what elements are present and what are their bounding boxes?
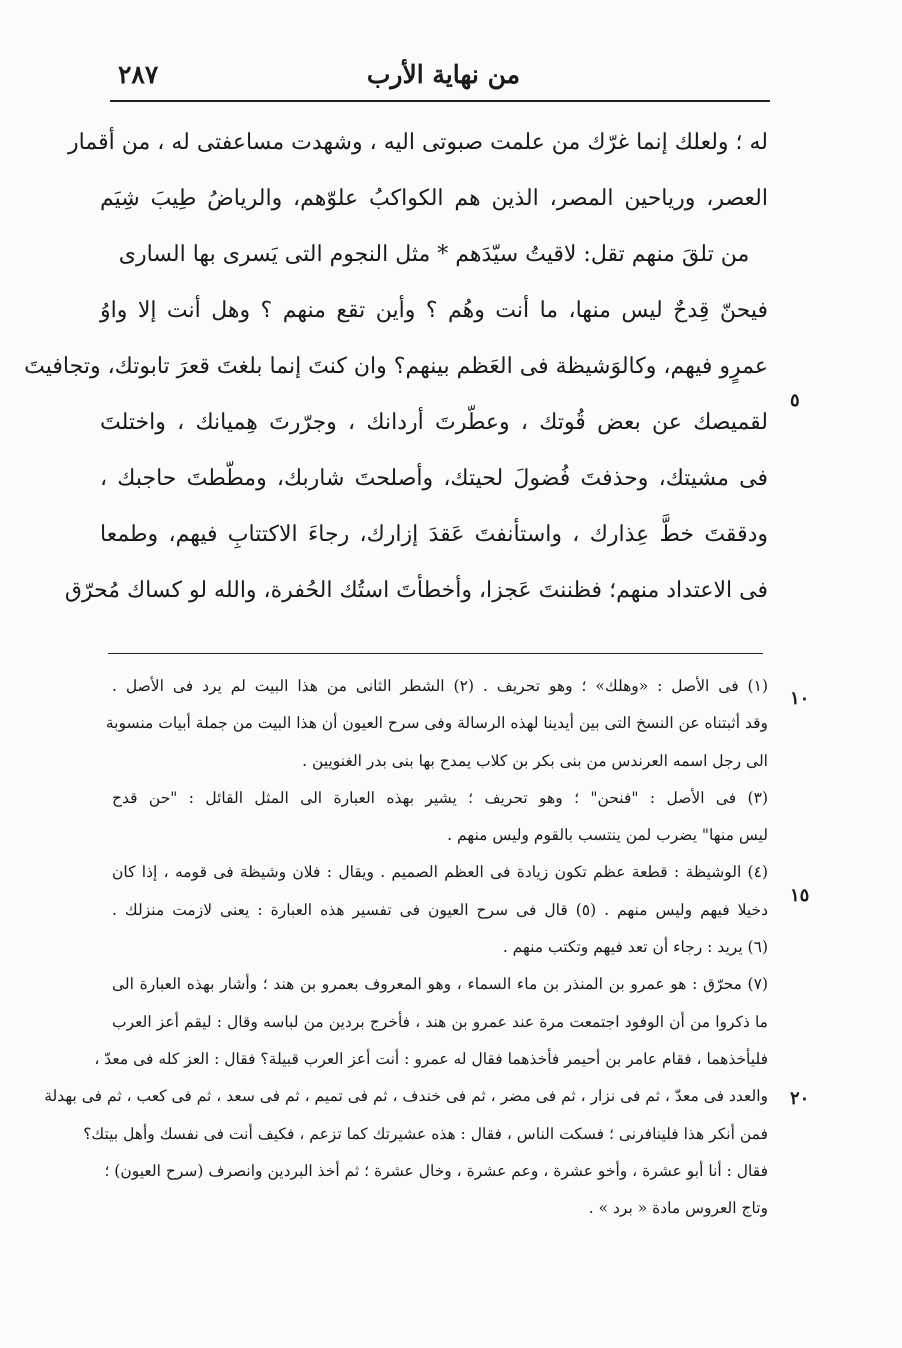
line-number: ٢٠ — [790, 1088, 810, 1109]
footnote-line: (٧) محرّق : هو عمرو بن المنذر بن ماء السماء ، وهو المعروف بعمرو بن هند ؛ وأشار بهذه العبارة الى — [112, 975, 768, 994]
footnote-line: وتاج العروس مادة « برد » . — [588, 1199, 768, 1218]
text-line: فى الاعتداد منهم؛ فظننتَ عَجزا، وأخطأتَ استُك الحُفرة، والله لو كساك مُحرّق — [64, 578, 768, 603]
text-line: ودققتَ خطَّ عِذارك ، واستأنفتَ عَقدَ إزارك، رجاءَ الاكتتابِ فيهم، وطمعا — [100, 522, 769, 547]
footnote-line: فليأخذهما ، فقام عامر بن أحيمر فأخذهما فقال له عمرو : أنت أعز العرب قبيلة؟ فقال : العز كله فى معدّ ، — [94, 1049, 768, 1068]
running-title: من نهاية الأرب — [366, 60, 520, 89]
header-rule — [110, 100, 770, 102]
footnote-line: (٦) يريد : رجاء أن تعد فيهم وتكتب منهم . — [502, 938, 768, 957]
footnote-line: (٤) الوشيظة : قطعة عظم تكون زيادة فى العظم الصميم . ويقال : فلان وشيظة فى قومه ، إذا كان — [112, 863, 768, 882]
verse-line: من تلقَ منهم تقل: لاقيتُ سيّدَهم * مثل النجوم التى يَسرى بها السارى — [118, 242, 750, 267]
footnote-line: ليس منها" يضرب لمن ينتسب بالقوم وليس منهم . — [447, 826, 768, 845]
text-line: فى مشيتك، وحذفتَ فُضولَ لحيتك، وأصلحتَ شاربك، ومطّطتَ حاجبك ، — [100, 466, 768, 491]
footnote-line: الى رجل اسمه العرندس من بنى بكر بن كلاب يمدح بها بنى بدر الغنويين . — [302, 751, 768, 770]
footnote-line: (٣) فى الأصل : "فنحن" ؛ وهو تحريف ؛ يشير بهذه العبارة الى المثل القائل : "حن قدح — [112, 788, 768, 807]
footnote-line: وقد أثبتناه عن النسخ التى بين أيدينا لهذه الرسالة وفى سرح العيون أن هذا البيت من جملة أبيات منسوبة — [105, 714, 768, 733]
text-line: العصر، ورياحين المصر، الذين هم الكواكبُ علوّهم، والرياضُ طِيبَ شِيَم — [100, 186, 768, 211]
footnote-line: والعدد فى معدّ ، ثم فى نزار ، ثم فى مضر ، ثم فى خندف ، ثم فى تميم ، ثم فى سعد ، ثم فى كعب ، ثم فى بهدلة — [44, 1087, 768, 1106]
footnote-line: (١) فى الأصل : «وهلك» ؛ وهو تحريف . (٢) الشطر الثانى من هذا البيت لم يرد فى الأصل . — [112, 677, 768, 695]
line-number: ١٥ — [790, 885, 810, 906]
text-line: فيحنّ قِدحٌ ليس منها، ما أنت وهُم ؟ وأين تقع منهم ؟ وهل أنت إلا واوُ — [100, 298, 768, 323]
footnote-line: ما ذكروا من أن الوفود اجتمعت مرة عند عمرو بن هند ، فأخرج بردين من لباسه وقال : ليقم أعز العرب — [112, 1012, 768, 1031]
text-line: عمرٍو فيهم، وكالوَشيظة فى العَظم بينهم؟ وان كنتَ إنما بلغتَ قعرَ تابوتك، وتجافيتَ — [24, 354, 768, 379]
footnote-line: دخيلا فيهم وليس منهم . (٥) قال فى سرح العيون فى تفسير هذه العبارة : يعنى لازمت منزلك . — [112, 900, 769, 919]
page-number: ٢٨٧ — [118, 60, 159, 89]
footnote-rule — [108, 653, 763, 654]
footnotes — [44, 668, 769, 1227]
line-number: ٥ — [790, 390, 800, 411]
main-text — [24, 115, 769, 619]
footnote-line: فمن أنكر هذا فلينافرنى ؛ فسكت الناس ، فقال : هذه عشيرتك كما تزعم ، فكيف أنت فى نفسك وأهل بيتك؟ — [83, 1124, 768, 1143]
footnote-line: فقال : أنا أبو عشرة ، وأخو عشرة ، وعم عشرة ، وخال عشرة ؛ ثم أخذ البردين وانصرف (سرح العيون) ؛ — [104, 1161, 768, 1180]
text-line: لقميصك عن بعض قُوتك ، وعطّرتَ أردانك ، وجرّرتَ هِميانك ، واختلتَ — [100, 410, 769, 435]
page-header — [110, 56, 770, 96]
text-line: له ؛ ولعلك إنما غرّك من علمت صبوتى اليه ، وشهدت مساعفتى له ، من أقمار — [68, 130, 768, 155]
line-number: ١٠ — [790, 688, 810, 709]
